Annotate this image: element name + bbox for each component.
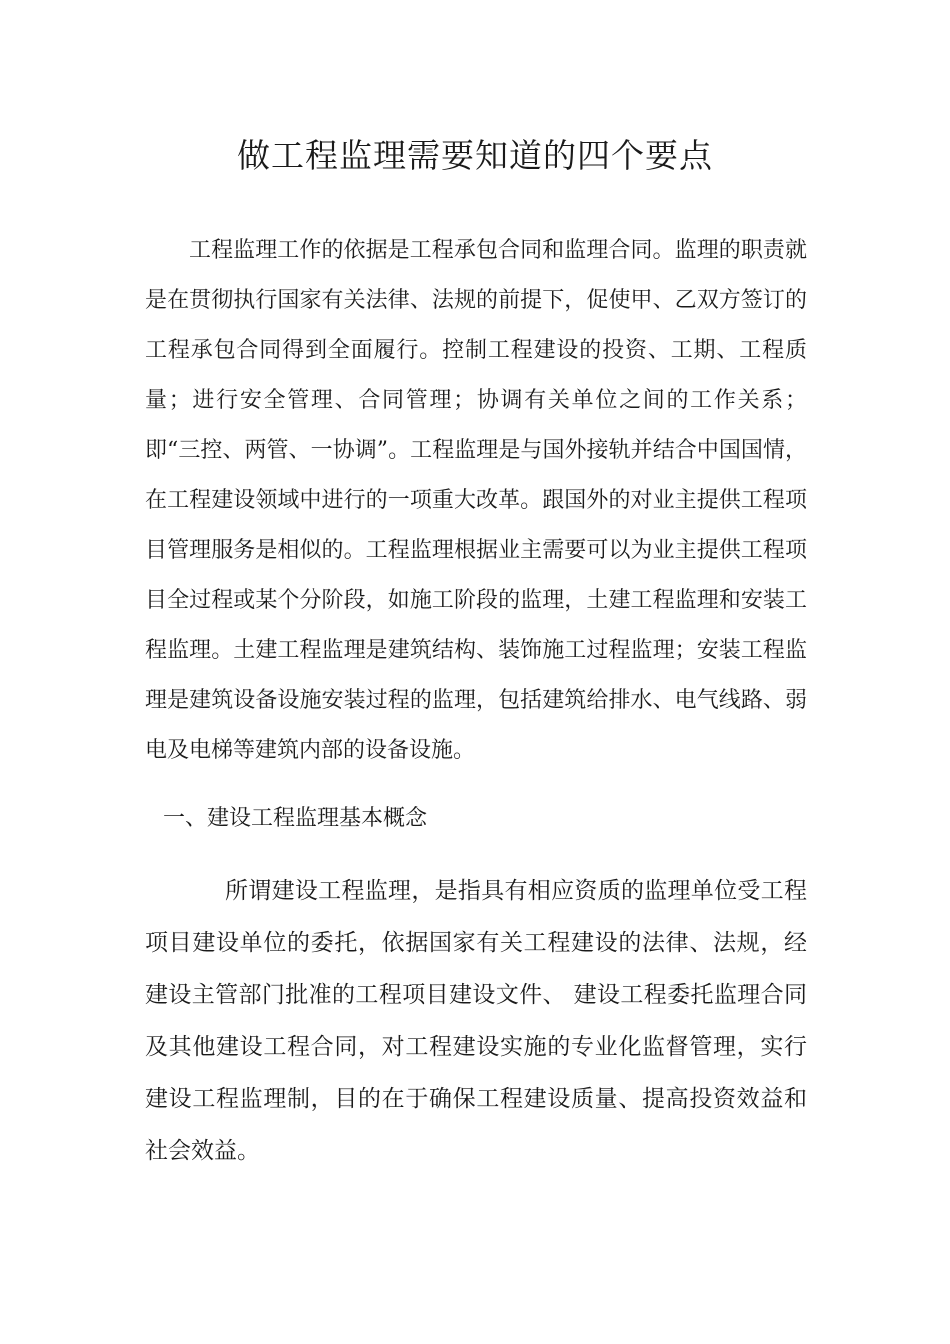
section-heading-basic-concept: 一、建设工程监理基本概念 bbox=[163, 806, 428, 831]
basic-concept-paragraph: 所谓建设工程监理，是指具有相应资质的监理单位受工程项目建设单位的委托，依据国家有关工程建设的法律、法规，经建设主管部门批准的工程项目建设文件、 建设工程委托监理合同及其他建设工程合同，对工程建设实施的专业化监督管理，实行建设工程监理制，目的在于确保工程建设质量、提高投资效益和社会效益。 bbox=[145, 878, 807, 1164]
document-title: 做工程监理需要知道的四个要点 bbox=[237, 136, 713, 175]
intro-paragraph: 工程监理工作的依据是工程承包合同和监理合同。监理的职责就是在贯彻执行国家有关法律、法规的前提下，促使甲、乙双方签订的工程承包合同得到全面履行。控制工程建设的投资、工期、工程质量；进行安全管理、合同管理；协调有关单位之间的工作关系；即“三控、两管、一协调”。工程监理是与国外接轨并结合中国国情，在工程建设领域中进行的一项重大改革。跟国外的对业主提供工程项目管理服务是相似的。工程监理根据业主需要可以为业主提供工程项目全过程或某个分阶段，如施工阶段的监理，土建工程监理和安装工程监理。土建工程监理是建筑结构、装饰施工过程监理；安装工程监理是建筑设备设施安装过程的监理，包括建筑给排水、电气线路、弱电及电梯等建筑内部的设备设施。 bbox=[145, 238, 807, 763]
